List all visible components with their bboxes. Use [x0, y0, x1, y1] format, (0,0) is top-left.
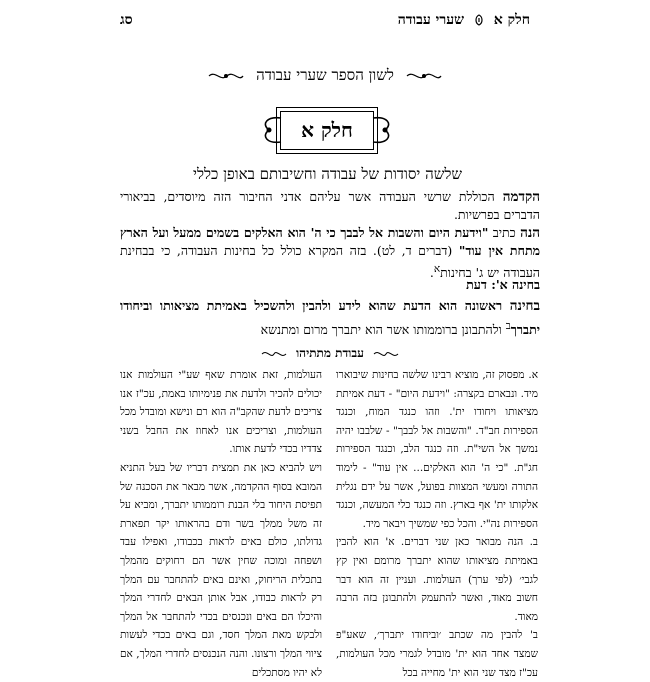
- commentary-heading-text: עבודת מתתיהו: [296, 346, 364, 360]
- running-title: [398, 12, 530, 29]
- chapter-subtitle: שלשה יסודות של עבודה וחשיבותם באופן כללי: [193, 165, 462, 183]
- footnote-marker: א: [433, 263, 441, 275]
- flourish-icon: [473, 14, 485, 26]
- ornament-right-icon: [371, 114, 397, 146]
- commentary-heading: [120, 346, 540, 361]
- book-title-text: לשון הספר שערי עבודה: [256, 66, 394, 84]
- hineh-prefix: כתיב: [488, 225, 521, 240]
- intro-lead-word: הקדמה: [502, 189, 540, 205]
- commentary-paragraph: העולמות, זאת אומרת שאף שע"י העולמות אנו יכולים להכיר ולדעת את פנימיותו באמת, עכ"ז אנו צריכים לדעת שהקב"ה הוא רם ונישא ומובדל מכל העולמות, וצריכים אנו לאחוז את החבל בשני צדדיו בכדי לדעת אותו.: [120, 369, 322, 456]
- ornament-left-icon: [373, 349, 399, 359]
- ornament-left-icon: [405, 70, 443, 82]
- ornament-right-icon: [207, 70, 245, 82]
- section-heading-bechina-1: בחינה א': דעת: [466, 277, 540, 292]
- bechina-1-bold-text: ראשונה הוא הדעת שהוא לידע ולהבין ולהשכיל באמיתת מציאותו וביחודו יתברך: [120, 298, 540, 338]
- intro-text: הכוללת שרשי העבודה אשר עליהם אדני החיבור הזה מיוסדים, בביאורי הדברים בפרשיות.: [120, 189, 540, 222]
- commentary-paragraph: א. מפסוק זה, מוציא רבינו שלשה בחינות שיבוארו מיד. ונבארם בקצרה: "וידעת היום" - דעת אמיתת מציאותו ויחודו ית'. וזהו כנגד המוח, וכנגד הספירות חב"ד. "והשבות אל לבבך" - שלבבו יהיה נמשך אל השי"ת. וזה כנגד הלב, וכנגד הספירות חג"ת. "כי ה' הוא האלקים... אין עוד" - לימוד התורה ומעשי המצוות בפועל, אשר על ידם נגלית אלקותו ית' אף בארץ. וזה כנגד כלי המעשה, וכנגד הספירות נה"י. והכל כפי שמשיך ויבאר מיד.: [336, 369, 538, 530]
- part-label: חלק א: [301, 118, 353, 142]
- hineh-paragraph: הנה כתיב "וידעת היום והשבות אל לבבך כי ה' הוא האלקים בשמים ממעל ועל הארץ מתחת אין עוד" (דברים ד, לט). בזה המקרא כולל כל בחינות העבודה, כי בבחינת העבודה יש ג' בחינות$^א$.: [120, 225, 541, 281]
- ornament-right-icon: [261, 349, 287, 359]
- page-number: סג: [120, 12, 133, 28]
- hineh-suffix: (דברים ד, לט). בזה המקרא כולל כל בחינות העבודה, כי בבחינת העבודה יש ג' בחינות: [120, 243, 540, 281]
- verse-quote: "וידעת היום והשבות אל לבבך כי ה' הוא האלקים בשמים ממעל ועל הארץ מתחת אין עוד": [120, 225, 540, 258]
- commentary-paragraph: ויש להביא כאן את תמצית דבריו של בעל התניא המובא בסוף ההקדמה, אשר מבאר את הסכנה של תפיסת היחוד בלי הבנת רוממותו יתברך, ומביא על זה משל ממלך בשר ודם בהראותו יקר תפארת גדולתו, כולם באים לראות בכבודו, ואפילו עבד ושפחה ומוכה שחין אשר הם רחוקים מהמלך בתכלית הריחוק, ואינם באים להתחבר עם המלך רק לראות כבודו, אבל אותן הבאים לחדרי המלך והיכלו הם באים ונכנסים בכדי להתחבר אל המלך ולבקש מאת המלך חסד, וגם באים בכדי לעשות ציווי המלך ורצונו. והנה הנכנסים לחדרי המלך, אם לא יהיו מסתכלים: [120, 461, 322, 679]
- part-box: [276, 107, 378, 154]
- book-title: [120, 66, 530, 85]
- running-title-book: שערי עבודה: [397, 12, 465, 28]
- intro-paragraph: [120, 188, 540, 224]
- commentary-column-left: [120, 366, 322, 679]
- running-title-part: חלק א: [493, 12, 530, 28]
- hineh-lead-word: הנה: [520, 225, 541, 241]
- bechina-1-paragraph: [120, 296, 540, 340]
- commentary-column-right: [336, 366, 538, 679]
- commentary-paragraph: ב' להבין מה שכתב ׳וביחודו יתברך׳, שאע"פ שמצד אחד הוא ית' מובדל לגמרי מכל העולמות, עכ"ז מצד שני הוא ית' מחייה בכל: [336, 629, 538, 679]
- bechina-1-lead-word: בחינה: [509, 298, 540, 314]
- commentary-paragraph: ב. הנה מבואר כאן שני דברים. א' הוא להבין באמיתת מציאותו שהוא יתברך מרומם ואין קץ לגבי׳ (לפי ערך) העולמות. ועניין זה הוא דבר חשוב מאוד, ואשר להתעמק ולהתבונן בזה הרבה מאוד.: [336, 536, 538, 623]
- running-header: [120, 10, 530, 36]
- footnote-marker: ב: [505, 320, 511, 332]
- bechina-1-text: ולהתבונן ברוממותו אשר הוא יתברך מרום ומתנשא: [260, 322, 506, 338]
